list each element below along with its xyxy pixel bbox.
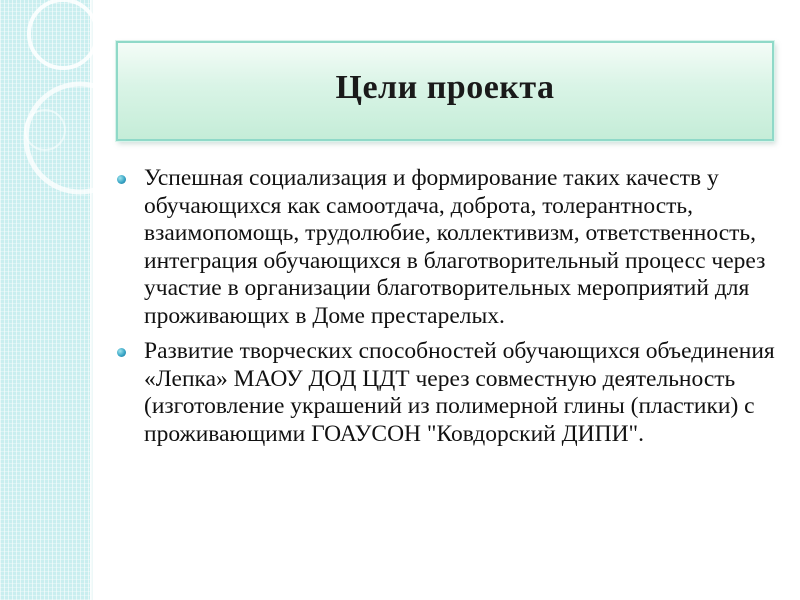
- bullet-dot-icon: [117, 348, 126, 357]
- bullet-item: [114, 338, 784, 448]
- bullet-dot-icon: [117, 175, 126, 184]
- decorative-ring-top: [29, 0, 97, 68]
- decorative-rings: [0, 0, 120, 260]
- bullet-text: Успешная социализация и формирование таких качеств у обучающихся как самоотдача, доброта, толерантность, взаимопомощь, трудолюбие, коллективизм, ответственность, интеграция обучающихся в благотворительный процесс через участие в организации благотворительных мероприятий для проживающих в Доме престарелых.: [144, 165, 766, 329]
- decorative-ring-small: [25, 110, 65, 150]
- bullet-list: [114, 165, 784, 456]
- decorative-ring-large: [26, 84, 120, 192]
- slide-title: Цели проекта: [335, 69, 555, 106]
- title-box: [116, 41, 774, 141]
- bullet-text: Развитие творческих способностей обучающихся объединения «Лепка» МАОУ ДОД ЦДТ через совместную деятельность (изготовление украшений из полимерной глины (пластики) с проживающими ГОАУСОН "Ковдорский ДИПИ".: [144, 338, 775, 447]
- bullet-item: [114, 165, 784, 330]
